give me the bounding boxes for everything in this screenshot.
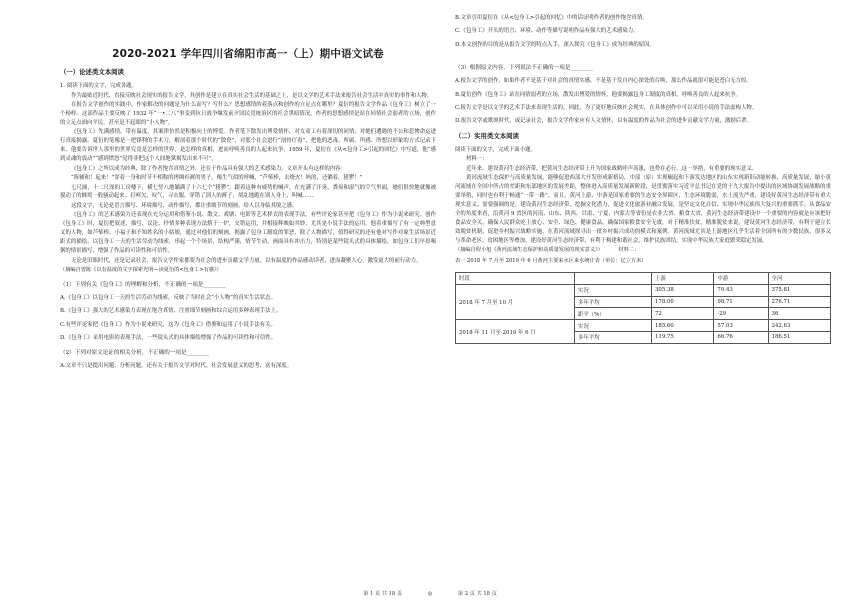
question-3: （3）根据原文内容，下列说法不正确的一项是________ <box>455 65 593 72</box>
right-column <box>455 14 831 344</box>
option-a: A.文章不只是提出问题、分析问题，还有关于报告文学对时代、社会发展意义的思考，富有深度。 <box>60 363 293 370</box>
question-1: （1）下列有关《包身工》的理解和分析，不正确的一项是________ <box>60 282 226 289</box>
passage-paragraph: 无论是旧瓶时代，还是记录社会，报告文学作家都要为社会的进步贡献文学力量，以有温度的作品感动读者，进而凝聚人心，激发更大的前行动力。 <box>71 257 422 264</box>
table-cell: 276.71 <box>768 296 830 308</box>
left-column <box>60 14 436 376</box>
page-number-right: 第 2 页 共 18 页 <box>457 591 497 597</box>
passage-paragraph: 在报告文学创作的实践中，作家解决的问题是为什么而写？写什么？思想感情的着落点和创作的立足点在哪里？夏衍的报告文学作品《包身工》树立了一个榜样。这部作品主要反映了 1932 年“一•二八”事变到抗日战争爆发前夕国民党统治区的社会黑暗情况。作者的思想感情是站在同情社会弱者的立场，创作的立足点面向平民，甚至是不起眼的“小人物”。 <box>60 102 436 126</box>
table-cell: 185.60 <box>652 320 714 332</box>
table-cell: 多年平均 <box>575 296 652 308</box>
material-label: 材料二： <box>618 247 640 254</box>
passage-paragraph: “拆辅和！起来！”穿着一身和时节不相称的拷绸衫裤的男子，像生气似的呼喊，“芦柴棒，去烧火！妈的，还躺着，猪猡！” <box>71 175 363 182</box>
passage-paragraph: 《包身工》之所以成为经典，除了作者饱含真情之外，还在于作品具有强大的艺术感染力。文章开头有这样的内容： <box>71 165 346 172</box>
section-heading-2: （二）实用类文本阅读 <box>455 131 519 140</box>
question-intro: 阅读下面的文字，完成下面小题。 <box>455 146 536 153</box>
page-number-left: 第 1 页 共 18 页 <box>363 591 403 597</box>
passage-paragraph: 七尺阔，十二尺深的工房楼下，横七竖八地躺满了十六七个“猪猡”。跟着这种有威势的喊声，在充满了汗臭、粪臭和湿气的空气里面，她们很快地就像被搅动了的蜂窝一般骚动起来。打呵欠，叹气，寻衣服，穿错了别人的裤子，胡乱地跑在别人身上，叫喊…… <box>60 184 436 200</box>
table-cell: 66.76 <box>714 332 768 344</box>
table-cell: 实况 <box>575 284 652 296</box>
table-cell: 186.51 <box>768 332 830 344</box>
option-a: A.报告文学的创作，如果作者不是基于对社会的真情实感，不是基于发自内心深处的召唤，那么作品就很可能是苍白无力的。 <box>455 78 752 85</box>
option-c: C.有些评论家把《包身工》作为小说来研究，这为《包身工》借鉴和运用了小说手法有关。 <box>60 321 276 328</box>
table-cell: 178.00 <box>652 296 714 308</box>
table-header-row <box>456 273 831 285</box>
table-cell: 72 <box>652 308 714 320</box>
table-cell: 36 <box>768 308 830 320</box>
table-header-cell: 中游 <box>714 273 768 285</box>
page-footer <box>0 590 860 597</box>
table-caption: 表一 2018 年 7 月至 2019 年 6 月黄河主要来水区来水统计表（单位：亿立方米） <box>455 258 647 265</box>
option-d: D.本文创作的目的是从报告文学的特点入手，深入探究《包身工》成为经典的原因。 <box>455 41 655 48</box>
option-c: C.报告文学是以文学的艺术手法来表现生活的，因此，为了更好地反映社会现实，在具体创作中可以采用小说的手法虚构人物。 <box>455 104 758 111</box>
exam-title: 2020-2021 学年四川省绵阳市高一（上）期中语文试卷 <box>112 48 384 60</box>
option-b: B.《包身工》强大的艺术感染力表现在饱含真情、注重细节刻画和综合运用多种表现手法上。 <box>60 308 282 315</box>
passage-paragraph: 《包身工》的艺术感染力还表现在充分运用和借鉴小说、散文、戏剧、电影等艺术样式的表现手法，有些评论家甚至把《包身工》作为小说来研究。创作《包身工》时，夏衍把叙述、描写、议论、抒情多种表现方法熔于一炉，交错运用，并相接辉映如其妙，尤其是小说手法的运用。他着重描写了有一定典型意义的人物，如芦柴棒、小福子和不知姓名的小姑娘，通过对他们的刻画，揭露了包身工制度的罪恶，除了人物描写，值得研究的还有他对写作对象生活场景近距式的描绘，以包身工一天的生活劳动为线索，串起一个个场景，结构严谨，情节生动，画面具有冲击力，特别是某些镜头式的具体描绘，如包身工们早晨喝粥的情景描写，增强了作品的可读性和可信性。 <box>60 212 436 255</box>
question-intro: 1. 阅读下面的文字，完成各题。 <box>60 83 137 89</box>
material-label: 材料一： <box>466 156 488 163</box>
option-d: D.《包身工》采用电影的表现手法，一些镜头式的具体描绘增强了作品的可读性和可信性。 <box>60 335 277 342</box>
table-header-cell: 全河 <box>768 273 830 285</box>
table-cell-period: 2018 年 11 月至 2019 年 6 月 <box>456 320 575 344</box>
runoff-table <box>455 272 831 344</box>
footer-separator: ◎ <box>427 591 433 597</box>
table-header-cell: 上游 <box>652 273 714 285</box>
option-b: B.文章引用夏衍在《从<包身工>引起的回忆》中的话证明作者的创作饱含真情。 <box>455 15 648 21</box>
option-b: B.夏衍创作《包身工》站在同情弱者的立场，散发出博爱的情怀，他要揭露包身工制度的真相，呼唤善良的人起来抗争。 <box>455 91 741 98</box>
option-d: D.报告文学或歌颂时代，或记录社会，报告文学作家应有人文情怀，以有温度的作品为社会的进步贡献文学力量，激励后辈。 <box>455 118 752 125</box>
material-source: （摘编自程小旭《黄河流域生态保护和高质量发展的现实意义》） 材料二： <box>455 247 640 254</box>
question-2: （2）下列对原文论证的相关分析，不正确的一项是________ <box>60 350 209 357</box>
table-cell: 119.75 <box>652 332 714 344</box>
table-header-cell <box>575 273 652 285</box>
table-row <box>456 284 831 296</box>
table-cell: 98.71 <box>714 296 768 308</box>
material-paragraph: 近年来，建设黄河生态经济带，把黄河生态经济带上升为国家战略呼声高涨，也势在必行。这一举措，有重要的现实意义。 <box>466 165 758 172</box>
table-cell: 多年平均 <box>575 332 652 344</box>
passage-paragraph: 《包身工》先满感情、带有温度，其案律仿然是积极向上的博爱。作者笔下散发出博爱情怀，对女童工有着深切的同情，对她们遭遇的不公和悲惨命运进行真接揭露。夏衍的笔像是一把锋利的手术刀，解剖着那个时代的“散瓷”，对那个社会进行“剖骨疗毒”，把他的恶毒、所属、所感、所想以形象的方式记录下来。他要告诉世人那里的世界究竟是怎样的世界，是怎样的真相，进而呼唤善良的人起来抗争。1959 年，夏衍在《从<包身工>引起的回忆》中写道，他“感到灵魂的震动”“感到愤怒”觉得非把这个人间地狱揭发出来不可”。 <box>60 129 436 163</box>
table-cell: 305.38 <box>652 284 714 296</box>
material-paragraph: 黄河流域生态保护与高质量发展，能够促进西部大开发形成新格局，中部（原）实现崛起和下游发达地区的山东实现新旧动能转换、高质量发展，缩小黄河流域在全国中所占的差距和东部地区的发展差距，整体进入高质量发展新阶段，是贯彻落实习近平总书记在党的十九大报告中提出的区域协调发展战略的重要举措，同时也有利于畅通“一带一路”。而且，黄河上游、中游是国家重要的生态安全屏障区，生态环境脆弱，水土流失严重，建设好黄河生态经济带有重大现实意义。需要强调的是，建设黄河生态经济带，挖掘文化潜力，促进文化旅游业融合发展，是坚定文化自信、实现中华民族伟大复兴的重要抓手。从食品安全的角度来看，沿黄河 9 省区的河南、山东、陕西、甘肃、宁夏、内蒙古等省份是农业大省、粮食大省，黄河生态经济带建设中一个重要的内容就是应该把好食品安全关，确保人民群众吃上放心、安全、绿色、健康食品，确保国家粮食安全无虞。对于精准扶贫，精准脱贫来说，建设黄河生态经济带，有利于建立长效脱贫机制，促进乡村振兴战略实施。在黄河流域探寻出一批乡村振兴成功的模式和案例。黄河流域尤其是上游地区几乎生活着全国所有的少数民族，很多又与革命老区、贫困地区等叠加，建设好黄河生态经济带，有利于构建和谐社会，维护民族团结，实现中华民族大家庭繁荣稳定发展。 <box>455 175 831 244</box>
table-cell: 375.81 <box>768 284 830 296</box>
passage-paragraph: 这段文字，无论是语言描写、环境描写、动作描写，都注重细节的刻画，给人以身临其境之感。 <box>71 202 298 209</box>
option-c: C.《包身工》开头的语言、环境、动作等描写说明作品有强大的艺术感染力。 <box>455 28 639 35</box>
table-cell: -29 <box>714 308 768 320</box>
section-heading-1: （一）论述类文本阅读 <box>60 68 124 76</box>
passage-paragraph: 作为最贴近时代、直接反映社会现实的报告文学，其创作是建立在真实社会生活的基础之上，是以文学的艺术手法来报告社会生活中真实的事件和人物。 <box>71 92 433 99</box>
table-cell: 实况 <box>575 320 652 332</box>
table-cell: 57.03 <box>714 320 768 332</box>
table-cell: 距平（%） <box>575 308 652 320</box>
option-a: A.《包身工》以包身工一天的生活劳动为线索，反映了当时社会“小人物”的真实生活状态。 <box>60 295 276 302</box>
table-header-cell: 时段 <box>456 273 575 285</box>
passage-source: （摘编自曾陈《以有温度的文字探索光明—读夏衍的<包身工>有感》） <box>60 267 222 274</box>
table-cell-period: 2018 年 7 月至 10 月 <box>456 284 575 319</box>
table-row <box>456 320 831 332</box>
table-cell: 70.43 <box>714 284 768 296</box>
table-cell: 242.63 <box>768 320 830 332</box>
